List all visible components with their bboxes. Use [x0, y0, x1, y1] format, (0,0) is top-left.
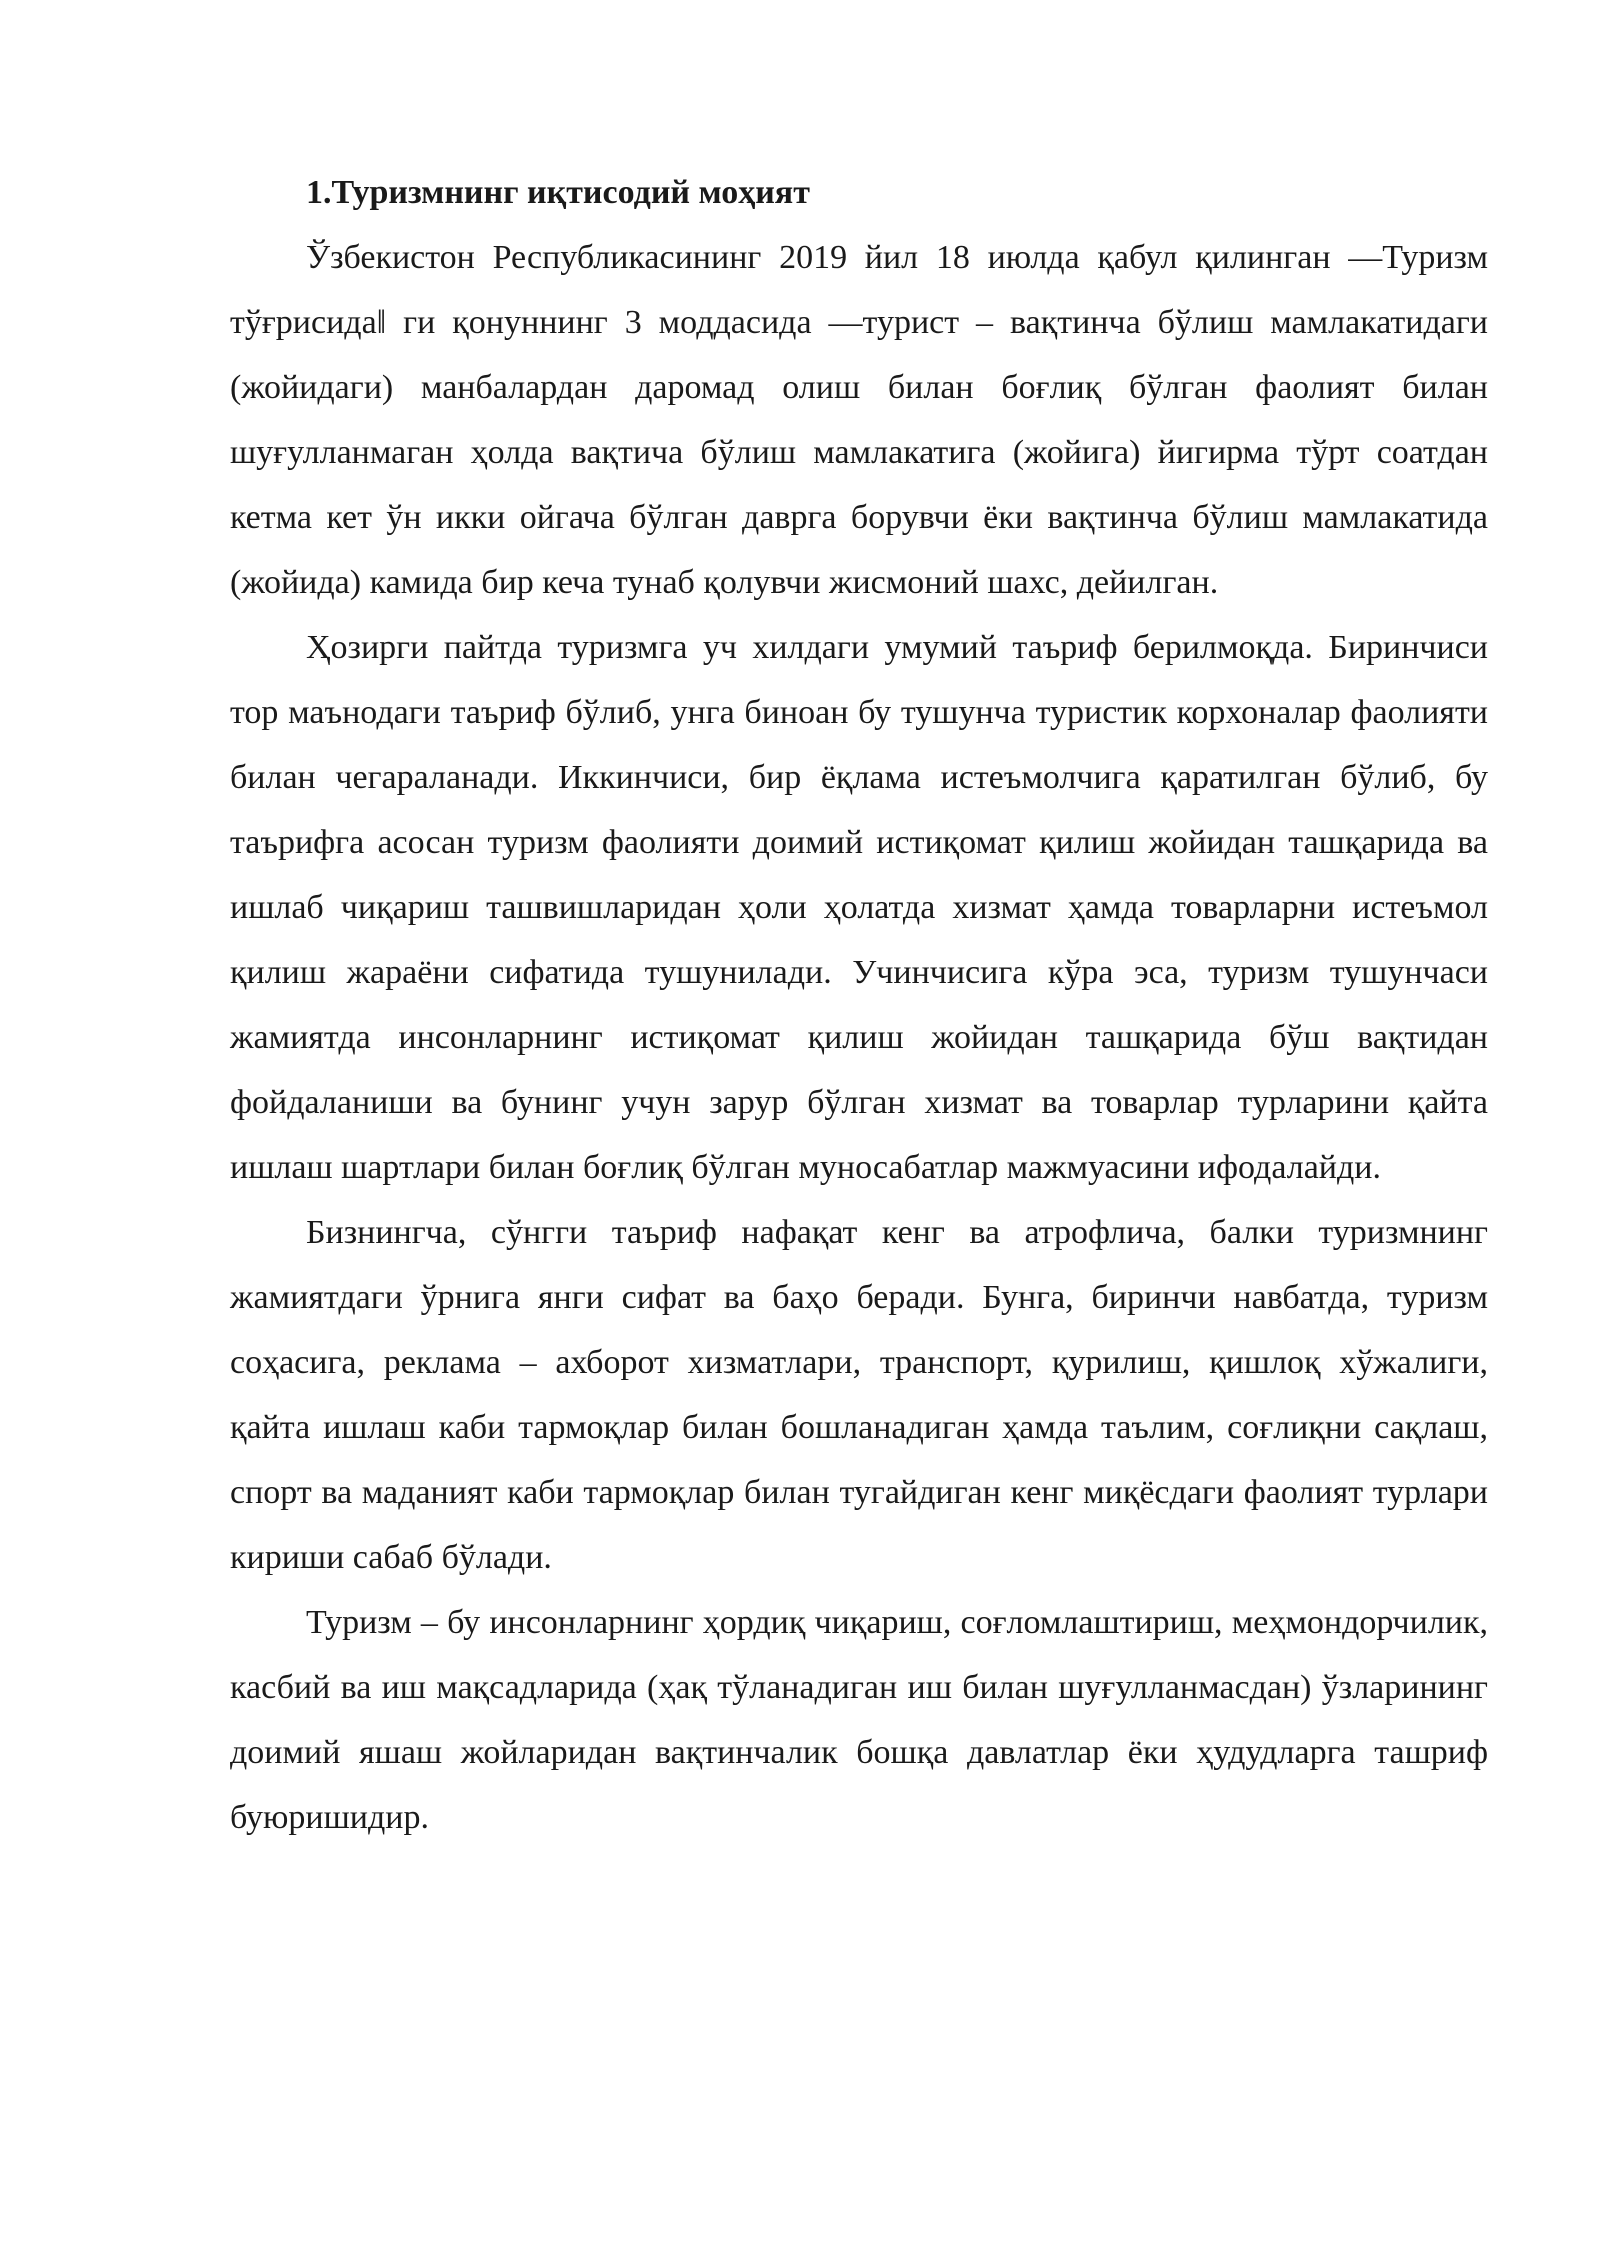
- paragraph-tourist-definition: Ўзбекистон Республикасининг 2019 йил 18 июлда қабул қилинган ―Туризм тўғрисида‖ ги қонуннинг 3 моддасида ―турист – вақтинча бўлиш мамлакатидаги (жойидаги) манбалардан даромад олиш билан боғлиқ бўлган фаолият билан шуғулланмаган ҳолда вақтича бўлиш мамлакатига (жойига) йигирма тўрт соатдан кетма кет ўн икки ойгача бўлган даврга борувчи ёки вақтинча бўлиш мамлакатида (жойида) камида бир кеча тунаб қолувчи жисмоний шахс, дейилган.: [230, 239, 1488, 601]
- paragraph-tourism-definition: Туризм – бу инсонларнинг ҳордиқ чиқариш, соғломлаштириш, меҳмондорчилик, касбий ва иш мақсадларида (ҳақ тўланадиган иш билан шуғулланмасдан) ўзларининг доимий яшаш жойларидан вақтинчалик бошқа давлатлар ёки ҳудудларга ташриф буюришидир.: [230, 1604, 1488, 1836]
- document-body: [230, 160, 1488, 1850]
- paragraph-three-definitions: Ҳозирги пайтда туризмга уч хилдаги умумий таъриф берилмоқда. Биринчиси тор маънодаги таъриф бўлиб, унга биноан бу тушунча туристик корхоналар фаолияти билан чегараланади. Иккинчиси, бир ёқлама истеъмолчига қаратилган бўлиб, бу таърифга асосан туризм фаолияти доимий истиқомат қилиш жойидан ташқарида ва ишлаб чиқариш ташвишларидан ҳоли ҳолатда хизмат ҳамда товарларни истеъмол қилиш жараёни сифатида тушунилади. Учинчисига кўра эса, туризм тушунчаси жамиятда инсонларнинг истиқомат қилиш жойидан ташқарида бўш вақтидан фойдаланиши ва бунинг учун зарур бўлган хизмат ва товарлар турларини қайта ишлаш шартлари билан боғлиқ бўлган муносабатлар мажмуасини ифодалайди.: [230, 629, 1488, 1186]
- section-heading: 1.Туризмнинг иқтисодий моҳият: [306, 174, 810, 211]
- paragraph-broad-definition: Бизнингча, сўнгги таъриф нафақат кенг ва атрофлича, балки туризмнинг жамиятдаги ўрнига янги сифат ва баҳо беради. Бунга, биринчи навбатда, туризм соҳасига, реклама – ахборот хизматлари, транспорт, қурилиш, қишлоқ хўжалиги, қайта ишлаш каби тармоқлар билан бошланадиган ҳамда таълим, соғлиқни сақлаш, спорт ва маданият каби тармоқлар билан тугайдиган кенг миқёсдаги фаолият турлари кириши сабаб бўлади.: [230, 1214, 1488, 1576]
